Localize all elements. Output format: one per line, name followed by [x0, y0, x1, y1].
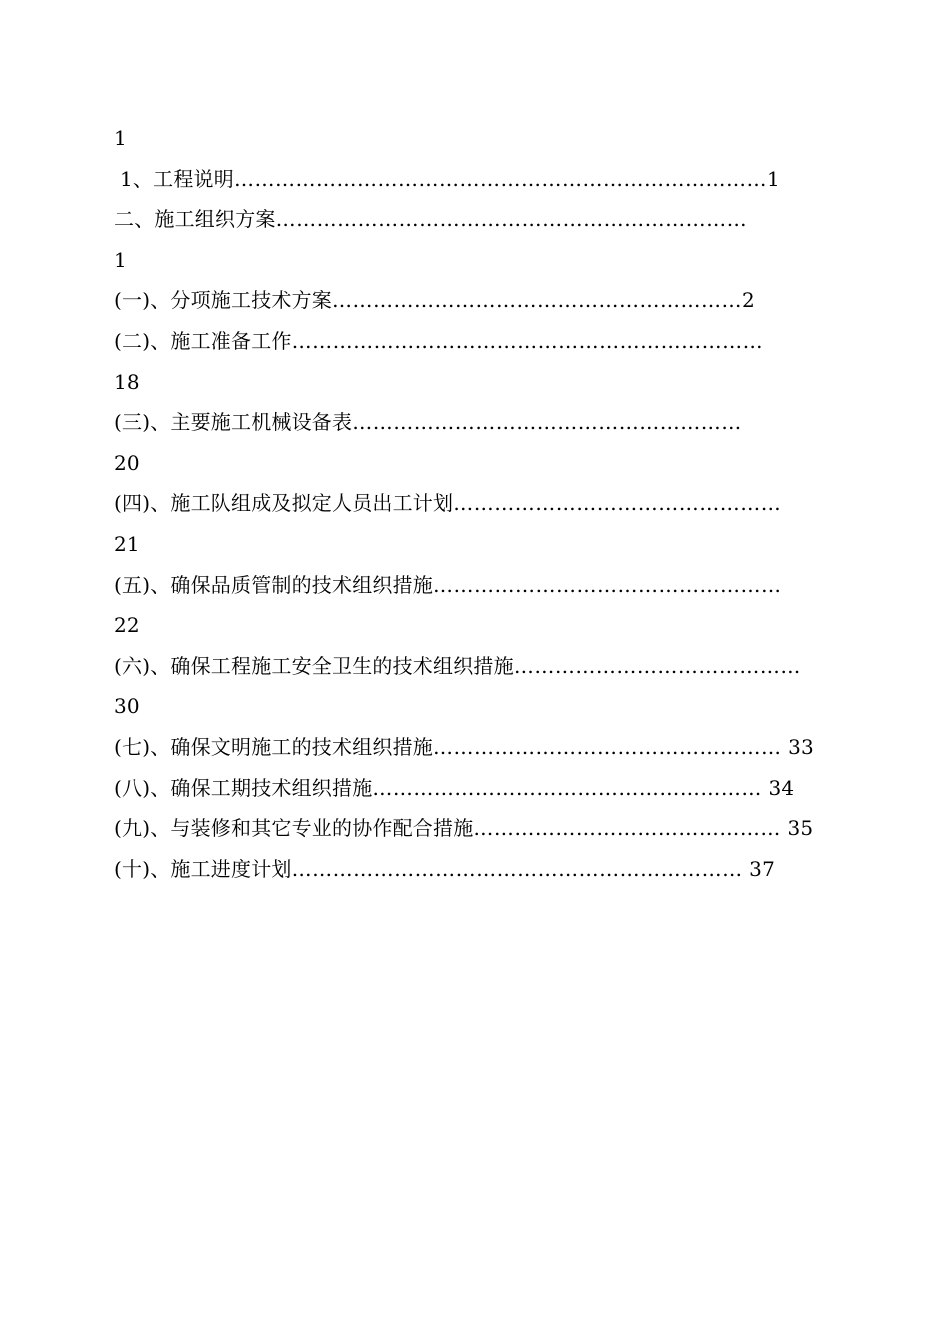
toc-entry-title: (十)、施工进度计划 [114, 856, 292, 881]
toc-page-number: 34 [761, 775, 795, 800]
toc-line [114, 686, 844, 727]
toc-entry-title: (八)、确保工期技术组织措施 [114, 775, 373, 800]
toc-line [114, 565, 844, 606]
toc-page-number: 35 [780, 816, 814, 841]
toc-line [114, 483, 844, 524]
toc-leader-dots: …………………………………………… [433, 572, 782, 597]
toc-leader-dots: …………………………………… [513, 653, 801, 678]
toc-line [114, 362, 844, 403]
toc-entry-title: 二、施工组织方案 [114, 207, 276, 232]
toc-page-number: 20 [114, 450, 140, 475]
toc-leader-dots: …………………………………………… [433, 734, 782, 759]
toc-leader-dots: ………………………………………………… [352, 410, 742, 435]
toc-leader-dots: ………………………………………………… [372, 775, 762, 800]
toc-line [114, 808, 844, 849]
toc-line [114, 768, 844, 809]
toc-line [114, 280, 844, 321]
toc-entry-title: (五)、确保品质管制的技术组织措施 [114, 572, 434, 597]
table-of-contents [114, 118, 844, 889]
toc-page-number: 1 [766, 166, 780, 191]
toc-line [114, 443, 844, 484]
toc-page-number: 2 [742, 288, 755, 313]
toc-entry-title: (六)、确保工程施工安全卫生的技术组织措施 [114, 653, 514, 678]
toc-leader-dots: …………………………………………………………… [275, 207, 748, 232]
toc-entry-title: (四)、施工队组成及拟定人员出工计划 [114, 491, 454, 516]
toc-line [114, 240, 844, 281]
toc-leader-dots: …………………………………………………………… [291, 328, 764, 353]
toc-page-number: 21 [114, 531, 140, 556]
toc-leader-dots: …………………………………………………… [332, 288, 743, 313]
toc-leader-dots: …………………………………………………………………… [233, 166, 767, 191]
toc-page-number: 33 [781, 734, 814, 759]
toc-page-number: 18 [114, 369, 140, 394]
toc-line [114, 159, 844, 200]
toc-entry-title: 1、工程说明 [120, 166, 234, 191]
toc-line [114, 727, 844, 768]
toc-page-number: 1 [114, 126, 127, 150]
toc-page-number: 30 [114, 694, 140, 719]
toc-page-number: 37 [742, 856, 776, 881]
toc-leader-dots: ………………………………………………………… [291, 856, 743, 881]
toc-entry-title: (九)、与装修和其它专业的协作配合措施 [114, 816, 474, 841]
toc-leader-dots: ………………………………………… [453, 491, 782, 516]
toc-line [114, 118, 844, 159]
toc-entry-title: (七)、确保文明施工的技术组织措施 [114, 734, 434, 759]
toc-line [114, 524, 844, 565]
toc-entry-title: (二)、施工准备工作 [114, 328, 292, 353]
toc-leader-dots: ……………………………………… [473, 816, 781, 841]
toc-page-number: 1 [114, 247, 127, 272]
toc-line [114, 646, 844, 687]
toc-line [114, 199, 844, 240]
toc-line [114, 402, 844, 443]
toc-line [114, 849, 844, 890]
toc-page-number: 22 [114, 613, 140, 638]
toc-entry-title: (三)、主要施工机械设备表 [114, 410, 353, 435]
toc-line [114, 605, 844, 646]
toc-line [114, 321, 844, 362]
toc-entry-title: (一)、分项施工技术方案 [114, 288, 333, 313]
